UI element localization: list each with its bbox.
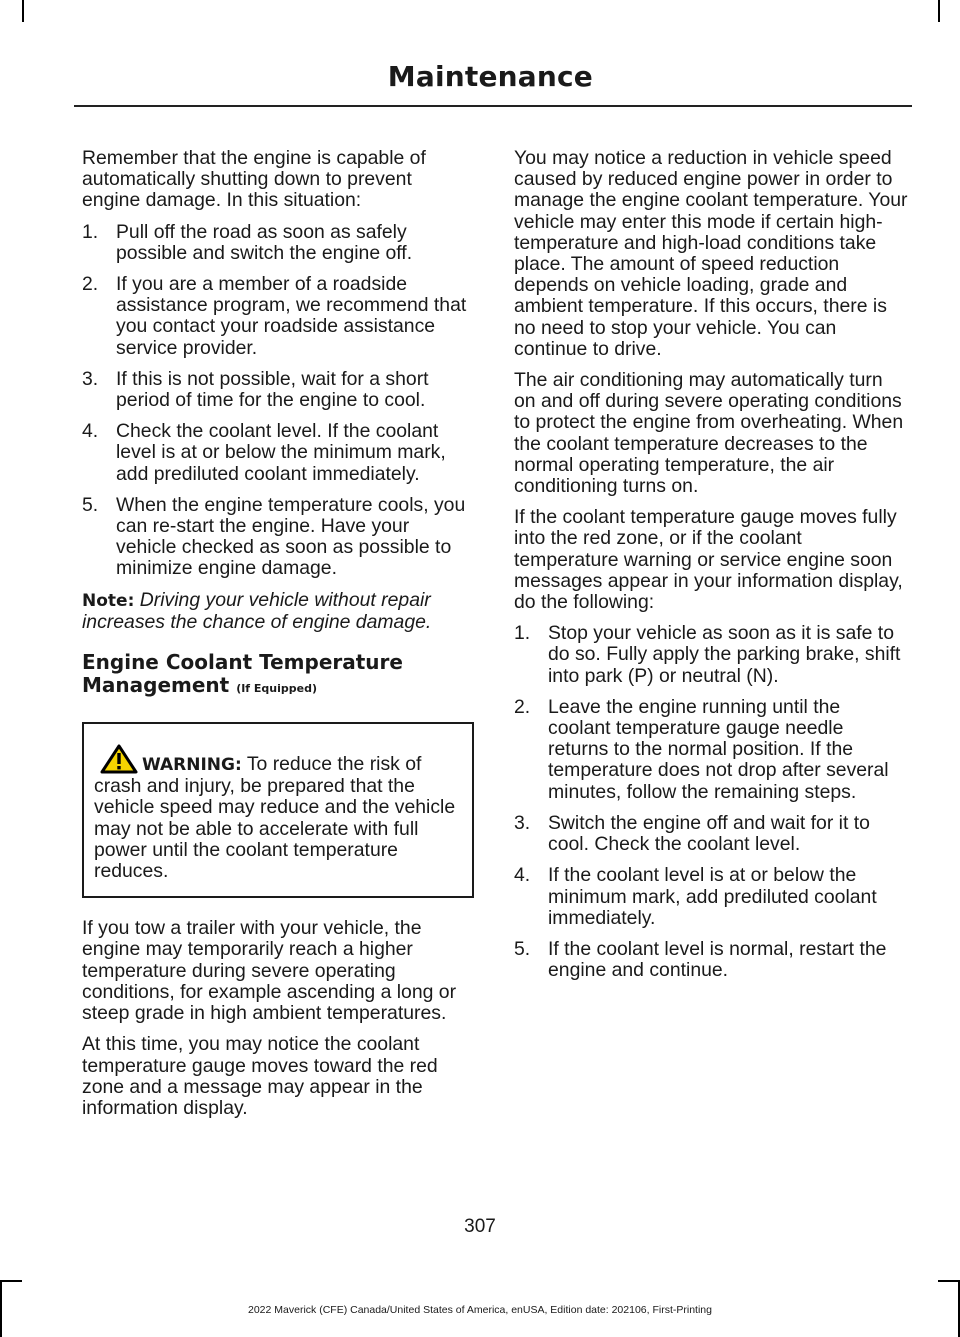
note-paragraph — [82, 590, 474, 633]
crop-mark-top-right — [938, 0, 940, 22]
step-number: 4. — [82, 420, 99, 443]
header-divider — [74, 105, 912, 107]
note-label: Note: — [82, 590, 135, 611]
list-item — [82, 421, 474, 485]
step-text: Check the coolant level. If the coolant level is at or below the minimum mark, add prediluted coolant immediately. — [116, 420, 446, 485]
warning-text: To reduce the risk of crash and injury, be prepared that the vehicle speed may reduce and the vehicle may not be able to accelerate with full power until the coolant temperature reduces. — [94, 753, 456, 883]
crop-mark-bottom-right-tick — [938, 1280, 960, 1282]
intro-paragraph: Remember that the engine is capable of automatically shutting down to prevent engine damage. In this situation: — [82, 147, 426, 212]
section-heading — [82, 651, 474, 700]
step-text: Leave the engine running until the coolant temperature gauge needle returns to the normal position. If the temperature does not drop after several minutes, follow the remaining steps. — [548, 695, 889, 803]
step-text: When the engine temperature cools, you can re-start the engine. Have your vehicle checked as soon as possible to minimize engine damage. — [116, 493, 466, 580]
paragraph: The air conditioning may automatically turn on and off during severe operating conditions to protect the engine from overheating. When the coolant temperature decreases to the normal operating temperature, the air conditioning turns on. — [514, 369, 904, 498]
paragraph: At this time, you may notice the coolant temperature gauge moves toward the red zone and a message may appear in the information display. — [82, 1033, 438, 1119]
step-text: If you are a member of a roadside assistance program, we recommend that you contact your roadside assistance service provider. — [116, 273, 467, 359]
list-item — [82, 274, 474, 359]
list-item — [514, 697, 908, 803]
page-title: Maintenance — [387, 60, 593, 93]
list-item — [514, 813, 908, 855]
section-heading-title: Engine Coolant Temperature Management — [82, 650, 403, 698]
step-number: 3. — [514, 811, 531, 834]
step-text: Stop your vehicle as soon as it is safe to do so. Fully apply the parking brake, shift into park (P) or neutral (N). — [548, 622, 901, 687]
list-item — [514, 939, 908, 981]
page-number: 307 — [464, 1216, 496, 1237]
crop-mark-bottom-left-tick — [0, 1280, 22, 1282]
step-number: 3. — [82, 367, 99, 390]
step-text: If the coolant level is normal, restart the engine and continue. — [548, 937, 887, 982]
step-text: Pull off the road as soon as safely possible and switch the engine off. — [116, 220, 413, 264]
list-item — [514, 865, 908, 929]
list-item — [82, 222, 474, 264]
left-column — [82, 148, 474, 1129]
paragraph: You may notice a reduction in vehicle speed caused by reduced engine power in order to manage the engine coolant temperature. Your vehicle may enter this mode if certain high-temperature and high-load conditions take place. The amount of speed reduction depends on vehicle loading, grade and ambient temperature. If this occurs, there is no need to stop your vehicle. You can continue to drive. — [514, 147, 908, 360]
warning-triangle-icon — [100, 744, 138, 774]
step-text: If this is not possible, wait for a short period of time for the engine to cool. — [116, 367, 429, 412]
right-column — [514, 148, 908, 991]
edition-footer: 2022 Maverick (CFE) Canada/United States of America, enUSA, Edition date: 202106, First-Printing — [248, 1304, 712, 1316]
list-item — [82, 369, 474, 411]
step-number: 2. — [514, 695, 531, 718]
step-text: Switch the engine off and wait for it to cool. Check the coolant level. — [548, 811, 870, 856]
step-number: 5. — [82, 493, 99, 516]
list-item — [82, 495, 474, 580]
crop-mark-top-left — [22, 0, 24, 22]
shutdown-steps-list — [82, 222, 474, 580]
paragraph: If the coolant temperature gauge moves fully into the red zone, or if the coolant temperature warning or service engine soon messages appear in your information display, do the following: — [514, 506, 903, 614]
list-item — [514, 623, 908, 687]
overheat-steps-list — [514, 623, 908, 981]
step-number: 2. — [82, 273, 99, 296]
if-equipped-tag: (If Equipped) — [236, 682, 318, 696]
step-number: 1. — [82, 220, 99, 243]
paragraph: If you tow a trailer with your vehicle, the engine may temporarily reach a higher temperature during severe operating conditions, for example ascending a long or steep grade in high ambient temperatures. — [82, 917, 457, 1025]
step-number: 5. — [514, 937, 531, 960]
note-text: Driving your vehicle without repair increases the chance of engine damage. — [82, 588, 432, 633]
step-text: If the coolant level is at or below the minimum mark, add prediluted coolant immediately. — [548, 864, 877, 929]
step-number: 1. — [514, 622, 531, 645]
warning-label: WARNING: — [142, 755, 242, 776]
warning-box — [82, 722, 474, 898]
step-number: 4. — [514, 864, 531, 887]
